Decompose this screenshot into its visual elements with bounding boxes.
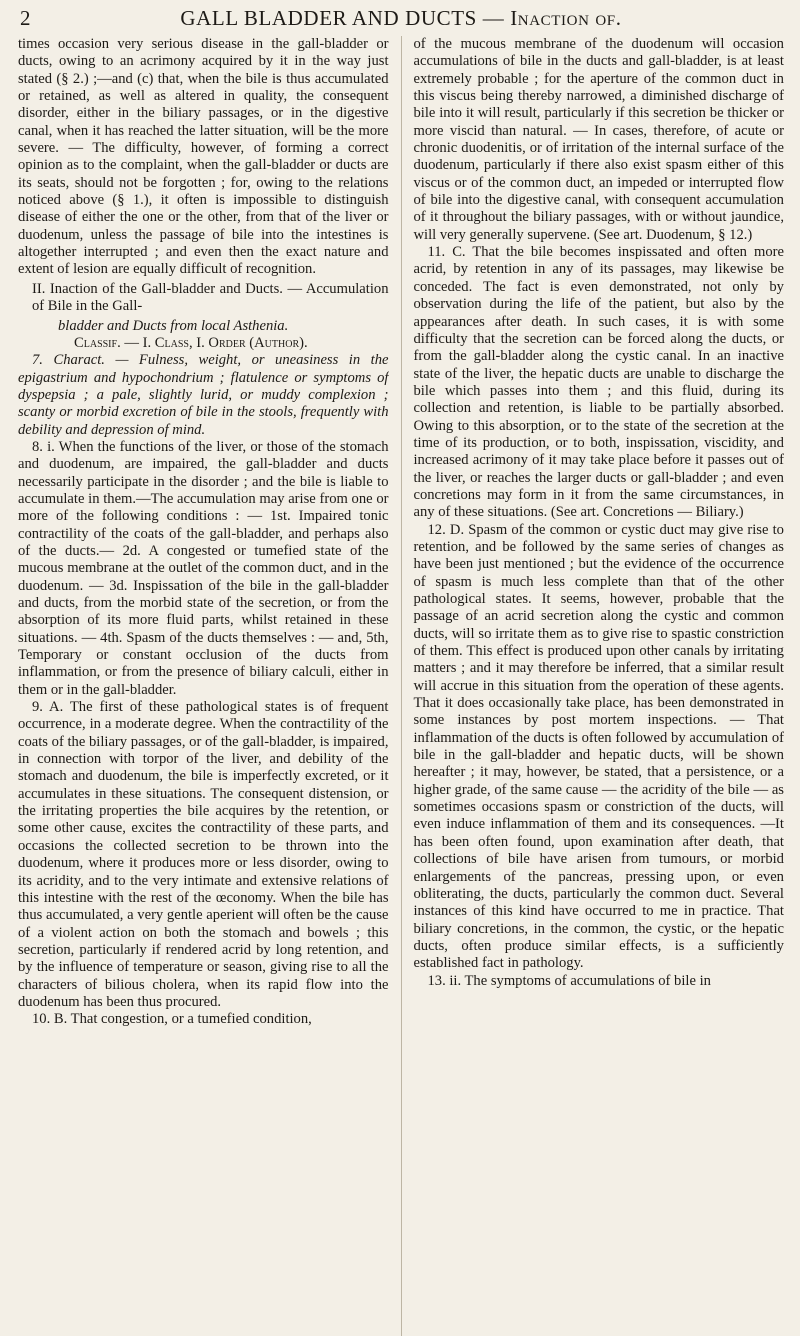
running-head: GALL BLADDER AND DUCTS — Inaction of. [180,6,622,30]
section-heading: II. Inaction of the Gall-bladder and Ducts. — Accumulation of Bile in the Gall- [32,280,389,315]
left-column [18,36,389,1336]
page-number: 2 [20,6,31,30]
section-subheading: bladder and Ducts from local Asthenia. [58,317,289,334]
column-divider [401,36,402,1336]
text-columns [18,36,784,1336]
paragraph-13: 13. ii. The symptoms of accumulations of bile in [427,972,711,989]
paragraph-10: 10. B. That congestion, or a tumefied condition, [32,1011,312,1028]
page-header [18,6,784,32]
paragraph-12: 12. D. Spasm of the common or cystic duct may give rise to retention, and be followed by the same series of changes as have been just mentioned ; but the evidence of the occurrence of spasm is much less complete than that of the other pathological states. It seems, however, probable that the passage of an acrid secretion along the cystic and common ducts, will so irritate them as to give rise to spastic constriction of them. This effect is produced upon other canals by irritating matters ; and it may therefore be inferred, that a similar result will accrue in this situation from the operation of these agents. That it does occasionally take place, has been demonstrated in some instances by post mortem inspections. — That inflammation of the ducts is often followed by accumulation of bile in the gall-bladder and hepatic ducts, will be shown hereafter ; it may, however, be stated, that a persistence, or a higher grade, of the same cause — the acridity of the bile — as sometimes occasions spasm or constriction of the ducts, will even induce inflammation of them and its consequences. —It has been often found, upon examination after death, that collections of bile have arisen from tumours, or morbid enlargements of the pancreas, pressing upon, or even obliterating, the ducts, particularly the common duct. Several instances of this kind have occurred to me in practice. That biliary concretions, in the common, the cystic, or the hepatic ducts, often produce similar effects, is a sufficiently established fact in pathology. [413,521,784,972]
classification-line: Classif. — I. Class, I. Order (Author). [74,334,308,351]
paragraph: of the mucous membrane of the duodenum will occasion accumulations of bile in the ducts and gall-bladder, is at least extremely probable ; for the aperture of the common duct in this viscus being thereby narrowed, a diminished discharge of bile into it will result, particularly if this secretion be thicker or more viscid than natural. — In cases, therefore, of acute or chronic duodenitis, or of irritation of the internal surface of the duodenum, particularly if there also exist spasm either of this viscus or of the common duct, an impeded or interrupted flow of bile into the digestive canal, with consequent accumulation of it throughout the biliary passages, with or without jaundice, will very generally supervene. (See art. Duodenum, § 12.) [413,36,784,243]
paragraph-11: 11. C. That the bile becomes inspissated and often more acrid, by retention in any of its passages, may likewise be conceded. The fact is even demonstrated, not only by observation during the life of the patient, but also by the appearances after death. In such cases, it is with some difficulty that the secretion can be forced along the ducts, or from the gall-bladder along the cystic canal. In an inactive state of the liver, the hepatic ducts are unable to discharge the bile which passes into them ; and this fluid, during its collection and retention, is liable to be partially absorbed. Owing to this absorption, or to the state of the secretion at the time of its production, or to both, inspissation, viscidity, and increased acrimony of it may take place before it passes out of the liver, or reaches the larger ducts or gall-bladder ; and even concretions may form in it from the same circumstances, in any of these situations. (See art. Concretions — Biliary.) [413,244,784,521]
right-column [413,36,784,1336]
paragraph-7: 7. Charact. — Fulness, weight, or uneasiness in the epigastrium and hypochondrium ; flatulence or symptoms of dyspepsia ; a pale, slightly lurid, or muddy complexion ; scanty or morbid excretion of bile in the stools, frequently with debility and depression of mind. [18,352,389,438]
paragraph: times occasion very serious disease in the gall-bladder or ducts, owing to an acrimony acquired by it in the way just stated (§ 2.) ;—and (c) that, when the bile is thus accumulated or retained, as well as altered in quality, the consequent disorder, either in the biliary passages, or in the digestive canal, when it has reached the latter situation, will be the more severe. — The difficulty, however, of forming a correct opinion as to the complaint, when the gall-bladder or ducts are its seats, should not be forgotten ; for, owing to the relations noticed above (§ 1.), it often is impossible to distinguish disease of either the one or the other, from that of the liver or duodenum, unless the passage of bile into the intestines is altogether interrupted ; and even then the exact nature and extent of lesion are equally difficult of recognition. [18,36,389,278]
paragraph-8: 8. i. When the functions of the liver, or those of the stomach and duodenum, are impaired, the gall-bladder and ducts necessarily participate in the disorder ; and the bile is liable to accumulate in them.—The accumulation may arise from one or more of the following conditions : — 1st. Impaired tonic contractility of the coats of the gall-bladder, and perhaps also of the ducts.— 2d. A congested or tumefied state of the mucous membrane at the outlet of the common duct, and in the duodenum. — 3d. Inspissation of the bile in the gall-bladder and ducts, from the morbid state of the secretion, or from the absorption of its more fluid parts, whilst retained in these situations. — 4th. Spasm of the ducts themselves : — and, 5th, Temporary or constant occlusion of the ducts from inflammation, or from the presence of biliary calculi, either in them or in the gall-bladder. [18,438,389,698]
paragraph-9: 9. A. The first of these pathological states is of frequent occurrence, in a moderate degree. When the contractility of the coats of the biliary passages, or of the gall-bladder, is impaired, in connection with torpor of the liver, and debility of the stomach and duodenum, the bile is imperfectly excreted, or it accumulates in these situations. The consequent distension, or the irritating properties the bile acquires by the retention, or some other cause, excites the contractility of these parts, and occasions the collected secretion to be thrown into the duodenum, where it produces more or less disorder, owing to its acridity, and to the very intimate and extensive relations of this intestine with the rest of the œconomy. When the bile has thus accumulated, a very gentle aperient will often be the cause of a violent action on both the stomach and bowels ; this secretion, particularly if rendered acrid by long retention, and by the influence of temperature or season, giving rise to all the characters of bilious cholera, when its rapid flow into the duodenum has been thus procured. [18,699,389,1010]
